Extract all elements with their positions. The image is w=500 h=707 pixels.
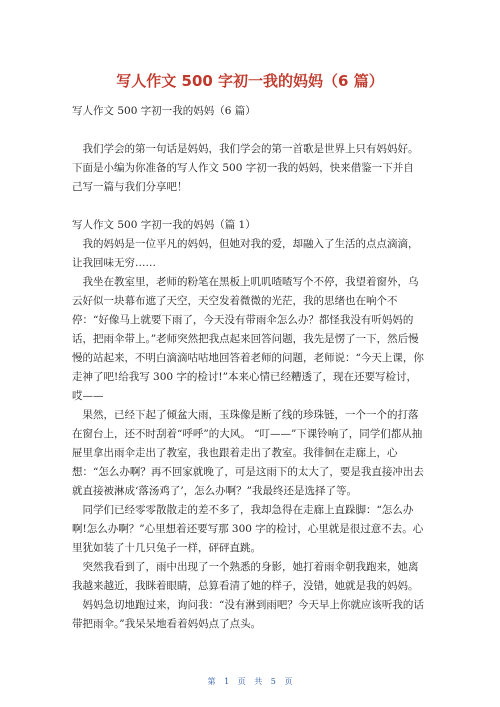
- document-body: [72, 140, 424, 634]
- page-footer: 第 1 页 共 5 页: [207, 677, 293, 686]
- body-paragraph: 妈妈急切地跑过来，询问我：“没有淋到雨吧？今天早上你就应该听我的话带把雨伞。”我呆呆地看着妈妈点了点头。: [72, 599, 424, 630]
- body-paragraph: 我的妈妈是一位平凡的妈妈，但她对我的爱，却融入了生活的点点滴滴，让我回味无穷……: [72, 238, 419, 269]
- body-paragraph: 我坐在教室里，老师的粉笔在黑板上叽叽喳喳写个不停，我望着窗外，乌云好似一块幕布遮了天空，天空发着微微的光茫，我的思绪也在响个不停：“好像马上就要下雨了，今天没有带雨伞怎么办？都怪我没有听妈妈的话，把雨伞带上。”老师突然把我点起来回答问题，我先是愣了一下，然后慢慢的站起来，不明白滴滴咕咕地回答着老师的问题，老师说：“今天上课，你走神了吧!给我写 300 字的检讨!”本来心情已经糟透了，现在还要写检讨，哎——: [72, 276, 424, 402]
- section-heading: 写人作文 500 字初一我的妈妈（篇 1）: [72, 219, 256, 231]
- body-paragraph: 果然，已经下起了倾盆大雨，玉珠像是断了线的珍珠链，一个一个的打落在窗台上，还不时刮着“呼呼”的大风。 “叮——”下课铃响了，同学们都从抽屉里拿出雨伞走出了教室，我也跟着走出了教室。我徘徊在走廊上，心想：“怎么办啊？再不回家就晚了，可是这雨下的太大了，要是我直接冲出去就直接被淋成‘落汤鸡了’，怎么办啊？”我最终还是选择了等。: [72, 409, 424, 497]
- intro-paragraph: 我们学会的第一句话是妈妈，我们学会的第一首歌是世界上只有妈妈好。下面是小编为你准备的写人作文 500 字初一我的妈妈，快来借鉴一下并自己写一篇与我们分享吧！: [72, 143, 419, 193]
- body-paragraph: 突然我看到了，雨中出现了一个熟悉的身影，她打着雨伞朝我跑来，她离我越来越近，我眯着眼睛，总算看清了她的样子，没错，她就是我的妈妈。: [72, 561, 419, 592]
- document-title: 写人作文 500 字初一我的妈妈（6 篇）: [116, 72, 384, 90]
- body-paragraph: 同学们已经零零散散走的差不多了，我却急得在走廊上直跺脚：“怎么办啊!怎么办啊？”心里想着还要写那 300 字的检讨，心里就是很过意不去。心里犹如装了十几只兔子一样，砰砰直跳。: [72, 504, 424, 554]
- document-subtitle: 写人作文 500 字初一我的妈妈（6 篇）: [72, 105, 256, 117]
